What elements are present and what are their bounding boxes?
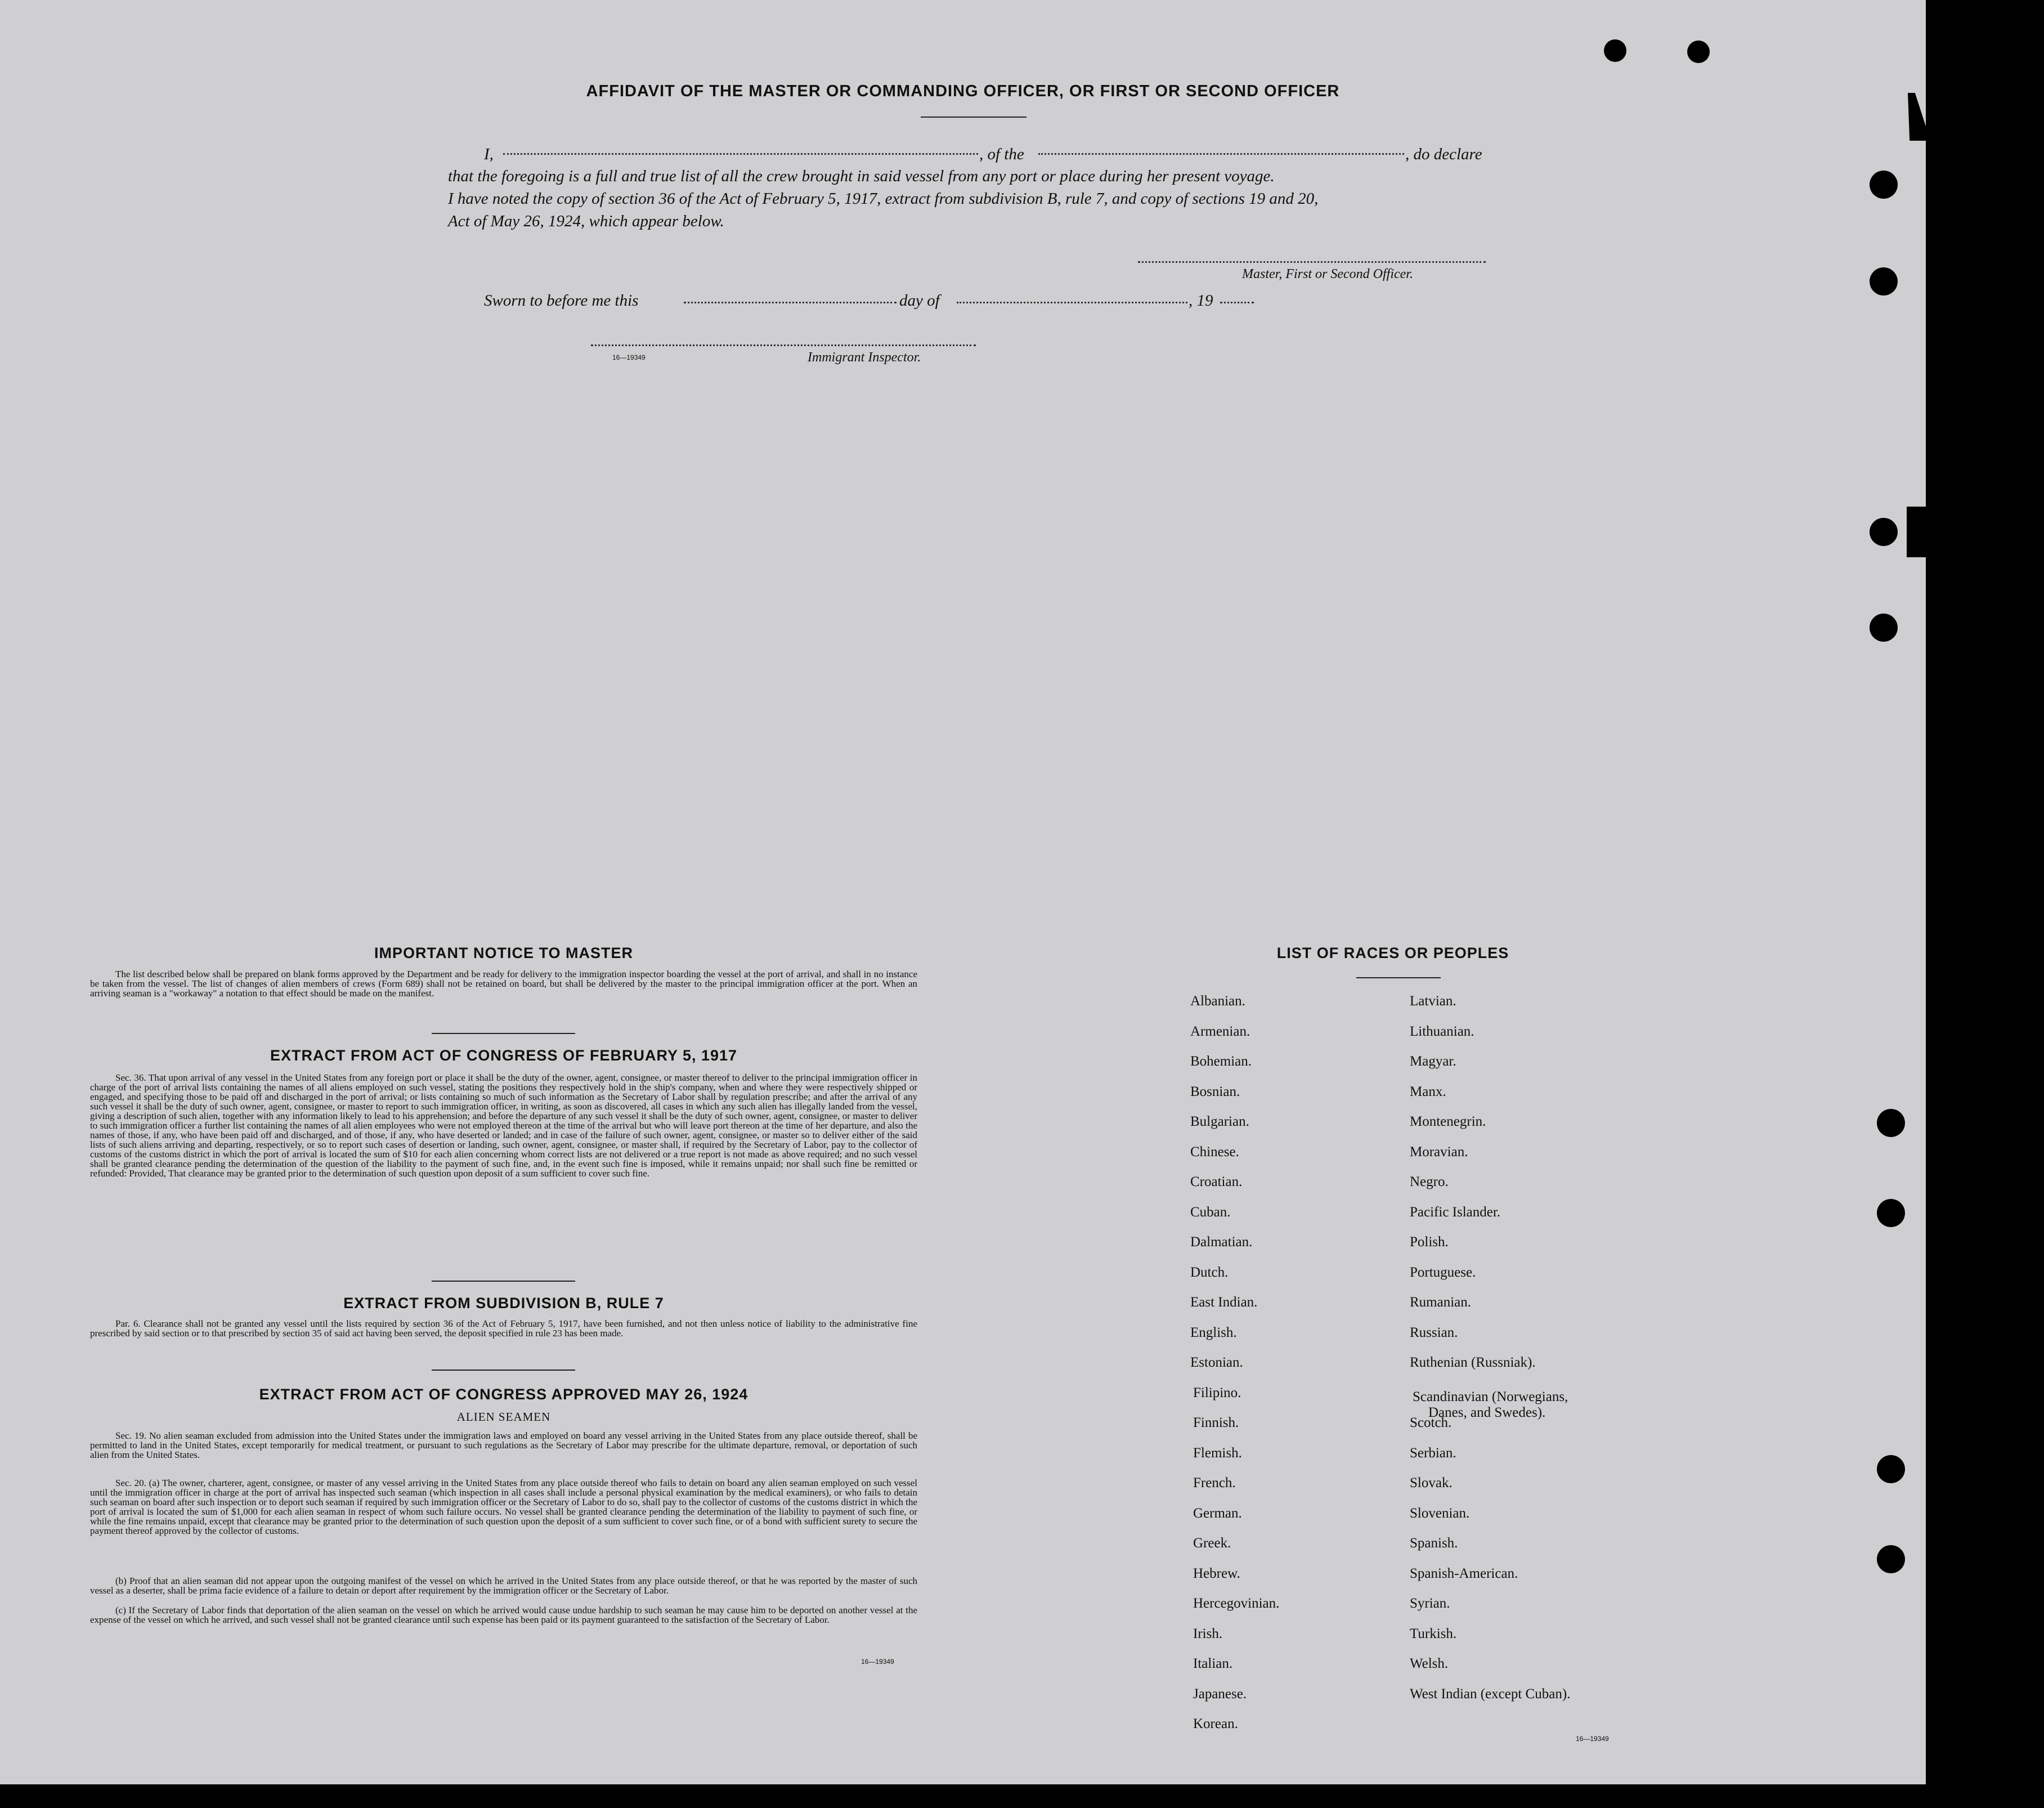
form-number: 16—19349	[612, 353, 646, 361]
punch-hole	[1870, 171, 1898, 199]
affidavit-of-the: , of the	[979, 145, 1024, 163]
race-item: Filipino.	[1193, 1385, 1241, 1400]
race-item: Hercegovinian.	[1193, 1596, 1280, 1611]
affidavit-body-line1: that the foregoing is a full and true list of all the crew brought in said vessel from any port or place during her present voyage.	[448, 167, 1275, 185]
divider	[432, 1370, 575, 1371]
race-item: Estonian.	[1190, 1355, 1243, 1370]
race-item: Flemish.	[1193, 1445, 1242, 1461]
sworn-month-field[interactable]	[957, 302, 1187, 303]
punch-hole	[1870, 518, 1898, 546]
race-item: Negro.	[1410, 1174, 1449, 1189]
race-item: Ruthenian (Russniak).	[1410, 1355, 1536, 1370]
punch-hole	[1604, 39, 1626, 62]
form-number: 16—19349	[1576, 1735, 1609, 1743]
day-of-label: day of	[899, 292, 940, 310]
punch-hole	[1870, 614, 1898, 642]
race-item: Slovak.	[1410, 1475, 1453, 1491]
race-item: Bulgarian.	[1190, 1114, 1249, 1129]
race-item: Welsh.	[1410, 1656, 1449, 1671]
name-field[interactable]	[503, 153, 978, 155]
races-heading: LIST OF RACES OR PEOPLES	[1276, 945, 1509, 961]
divider	[1356, 977, 1441, 978]
year-prefix: , 19	[1189, 292, 1213, 310]
affidavit-body-line3: Act of May 26, 1924, which appear below.	[448, 212, 724, 230]
race-item: Spanish-American.	[1410, 1565, 1518, 1581]
alien-seamen-subheading: ALIEN SEAMEN	[456, 1410, 551, 1424]
race-item: Cuban.	[1190, 1204, 1231, 1220]
race-item: West Indian (except Cuban).	[1410, 1686, 1571, 1702]
race-item: Manx.	[1410, 1084, 1446, 1099]
rule-7-text: Par. 6. Clearance shall not be granted any vessel until the lists required by section 36 of the Act of February 5, 1917, have been furnished, and not then unless notice of liability to the administrative fine prescribed by said section or to that prescribed by section 35 of said act having been served, the deposit specified in rule 23 has been made.	[90, 1318, 917, 1339]
race-item: Syrian.	[1410, 1596, 1450, 1611]
rule-7-heading: EXTRACT FROM SUBDIVISION B, RULE 7	[343, 1295, 664, 1312]
master-caption: Master, First or Second Officer.	[1242, 267, 1413, 281]
punch-hole	[1877, 1455, 1905, 1483]
sworn-year-field[interactable]	[1220, 302, 1254, 303]
sworn-label: Sworn to before me this	[484, 292, 639, 310]
race-item: Korean.	[1193, 1716, 1238, 1731]
divider	[432, 1033, 575, 1034]
race-item: French.	[1193, 1475, 1236, 1491]
race-item: Serbian.	[1410, 1445, 1456, 1461]
race-item: Slovenian.	[1410, 1505, 1470, 1521]
extract-1917-heading: EXTRACT FROM ACT OF CONGRESS OF FEBRUARY 5, 1917	[270, 1047, 738, 1064]
divider	[921, 117, 1027, 118]
master-signature-line[interactable]	[1138, 261, 1486, 263]
vessel-field[interactable]	[1038, 153, 1404, 155]
race-item: Japanese.	[1193, 1686, 1247, 1702]
punch-hole	[1687, 41, 1710, 63]
affidavit-i-label: I,	[484, 145, 494, 163]
inspector-caption: Immigrant Inspector.	[808, 350, 921, 365]
sec-19-text: Sec. 19. No alien seaman excluded from admission into the United States under the immigration laws and employed on board any vessel arriving in the United States from any place outside thereof, shall be permitted to land in the United States, except temporarily for medical treatment, or pursuant to such regulations as the Secretary of Labor may prescribe for the ultimate departure, removal, or deportation of such alien from the United States.	[90, 1430, 917, 1460]
race-item: Chinese.	[1190, 1144, 1239, 1160]
race-item: Moravian.	[1410, 1144, 1468, 1160]
race-item: Pacific Islander.	[1410, 1204, 1501, 1220]
race-item: Armenian.	[1190, 1023, 1250, 1039]
inspector-signature-line[interactable]	[591, 344, 976, 346]
race-item: Spanish.	[1410, 1536, 1458, 1551]
race-item: Latvian.	[1410, 993, 1456, 1009]
punch-hole	[1877, 1109, 1905, 1137]
race-item: Polish.	[1410, 1234, 1449, 1250]
sec-20c-text: (c) If the Secretary of Labor finds that deportation of the alien seaman on the vessel on which he arrived would cause undue hardship to such seaman he may cause him to be deported on another vessel at the expense of the vessel on which he arrived, and such vessel shall not be granted clearance until such expense has been paid or its payment guaranteed to the satisfaction of the Secretary of Labor.	[90, 1605, 917, 1625]
race-item: Rumanian.	[1410, 1295, 1472, 1310]
divider	[432, 1281, 575, 1282]
punch-hole	[1877, 1545, 1905, 1573]
sec-20b-text: (b) Proof that an alien seaman did not appear upon the outgoing manifest of the vessel on which he arrived in the United States from any place outside thereof, or that he was reported by the master of such vessel as a deserter, shall be prima facie evidence of a failure to detain or deport after requirement by the immigration officer or the Secretary of Labor.	[90, 1576, 917, 1596]
race-item: Magyar.	[1410, 1054, 1456, 1069]
race-item: Turkish.	[1410, 1626, 1457, 1641]
notice-text: The list described below shall be prepared on blank forms approved by the Department and be ready for delivery to the immigration inspector boarding the vessel at the port of arrival, and shall in no instance be taken from the vessel. The list of changes of alien members of crews (Form 689) shall not be retained on board, but shall be delivered by the master to the principal immigration officer at the port. When an arriving seaman is a "workaway" a notation to that effect should be made on the manifest.	[90, 969, 917, 999]
race-item: Lithuanian.	[1410, 1023, 1474, 1039]
race-item: Bohemian.	[1190, 1054, 1252, 1069]
race-item: Russian.	[1410, 1324, 1458, 1340]
race-item: Danes, and Swedes).	[1428, 1404, 1546, 1420]
race-item: Scandinavian (Norwegians,	[1413, 1389, 1568, 1404]
punch-hole	[1870, 267, 1898, 296]
race-item: Montenegrin.	[1410, 1114, 1486, 1129]
race-item: German.	[1193, 1505, 1242, 1521]
race-item: Hebrew.	[1193, 1565, 1240, 1581]
race-item: Croatian.	[1190, 1174, 1243, 1189]
extract-1917-text: Sec. 36. That upon arrival of any vessel in the United States from any foreign port or place it shall be the duty of the owner, agent, consignee, or master thereof to deliver to the principal immigration officer in charge of the port of arrival lists containing the names of all aliens employed on such vessel, stating the positions they respectively hold in the ship's company, when and where they were respectively shipped or engaged, and specifying those to be paid off and discharged in the port of arrival; or lists containing so much of such information as the Secretary of Labor shall by regulation prescribe; and after the arrival of any such vessel it shall be the duty of such owner, agent, consignee, or master to report to such immigration officer, in writing, as soon as discovered, all cases in which any such alien has illegally landed from the vessel, giving a description of such alien, together with any information likely to lead to his apprehension; and before the departure of any such vessel it shall be the duty of such owner, agent, consignee, or master to deliver to such immigration officer a further list containing the names of all alien employees who were not employed thereon at the time of the arrival but who will leave port thereon at the time of her departure, and also the names of those, if any, who have been paid off and discharged, and of those, if any, who have deserted or landed; and in case of the failure of such owner, agent, consignee, or master so to deliver either of the said lists of such aliens arriving and departing, respectively, or so to report such cases of desertion or landing, such owner, agent, consignee, or master shall, if required by the Secretary of Labor, pay to the collector of customs of the customs district in which the port of arrival is located the sum of $10 for each alien concerning whom correct lists are not delivered or a true report is not made as above required; and no such vessel shall be granted clearance pending the determination of the question of the liability to the payment of such fine, and, in the event such fine is imposed, while it remains unpaid; nor shall such fine be remitted or refunded: Provided, That clearance may be granted prior to the determination of such question upon deposit of a sum sufficient to cover such fine.	[90, 1072, 917, 1179]
extract-1924-heading: EXTRACT FROM ACT OF CONGRESS APPROVED MAY 26, 1924	[259, 1386, 748, 1403]
race-item: Irish.	[1193, 1626, 1223, 1641]
race-item: English.	[1190, 1324, 1237, 1340]
race-item: Scotch.	[1410, 1415, 1452, 1430]
race-item: Finnish.	[1193, 1415, 1239, 1430]
form-number: 16—19349	[861, 1658, 894, 1666]
affidavit-title: AFFIDAVIT OF THE MASTER OR COMMANDING OFFICER, OR FIRST OR SECOND OFFICER	[586, 82, 1340, 100]
affidavit-body-line2: I have noted the copy of section 36 of the Act of February 5, 1917, extract from subdivision B, rule 7, and copy of sections 19 and 20,	[448, 190, 1319, 208]
sec-20a-text: Sec. 20. (a) The owner, charterer, agent, consignee, or master of any vessel arriving in the United States from any place outside thereof who fails to detain on board any alien seaman employed on such vessel until the immigration officer in charge at the port of arrival has inspected such seaman (which inspection in all cases shall include a personal physical examination by the medical examiners), or who fails to detain such seaman on board after such inspection or to deport such seaman if required by such immigration officer or the Secretary of Labor to do so, shall pay to the collector of customs of the customs district in which the port of arrival is located the sum of $1,000 for each alien seaman in respect of whom such failure occurs. No vessel shall be granted clearance pending the determination of the liability to payment of such fine, or while the fine remains unpaid, except that clearance may be granted prior to the determination of such question upon the deposit of a sum sufficient to cover such fine, or of a bond with sufficient surety to secure the payment thereof approved by the collector of customs.	[90, 1478, 917, 1536]
notice-heading: IMPORTANT NOTICE TO MASTER	[374, 945, 633, 961]
punch-hole	[1877, 1199, 1905, 1227]
sworn-day-field[interactable]	[684, 302, 897, 303]
torn-edge	[1907, 507, 1926, 557]
race-item: Portuguese.	[1410, 1264, 1476, 1280]
race-item: Dutch.	[1190, 1264, 1229, 1280]
race-item: Greek.	[1193, 1536, 1231, 1551]
affidavit-do-declare: , do declare	[1405, 145, 1482, 163]
race-item: Italian.	[1193, 1656, 1233, 1671]
race-item: Dalmatian.	[1190, 1234, 1253, 1250]
race-item: Albanian.	[1190, 993, 1245, 1009]
race-item: East Indian.	[1190, 1295, 1258, 1310]
race-item: Bosnian.	[1190, 1084, 1240, 1099]
